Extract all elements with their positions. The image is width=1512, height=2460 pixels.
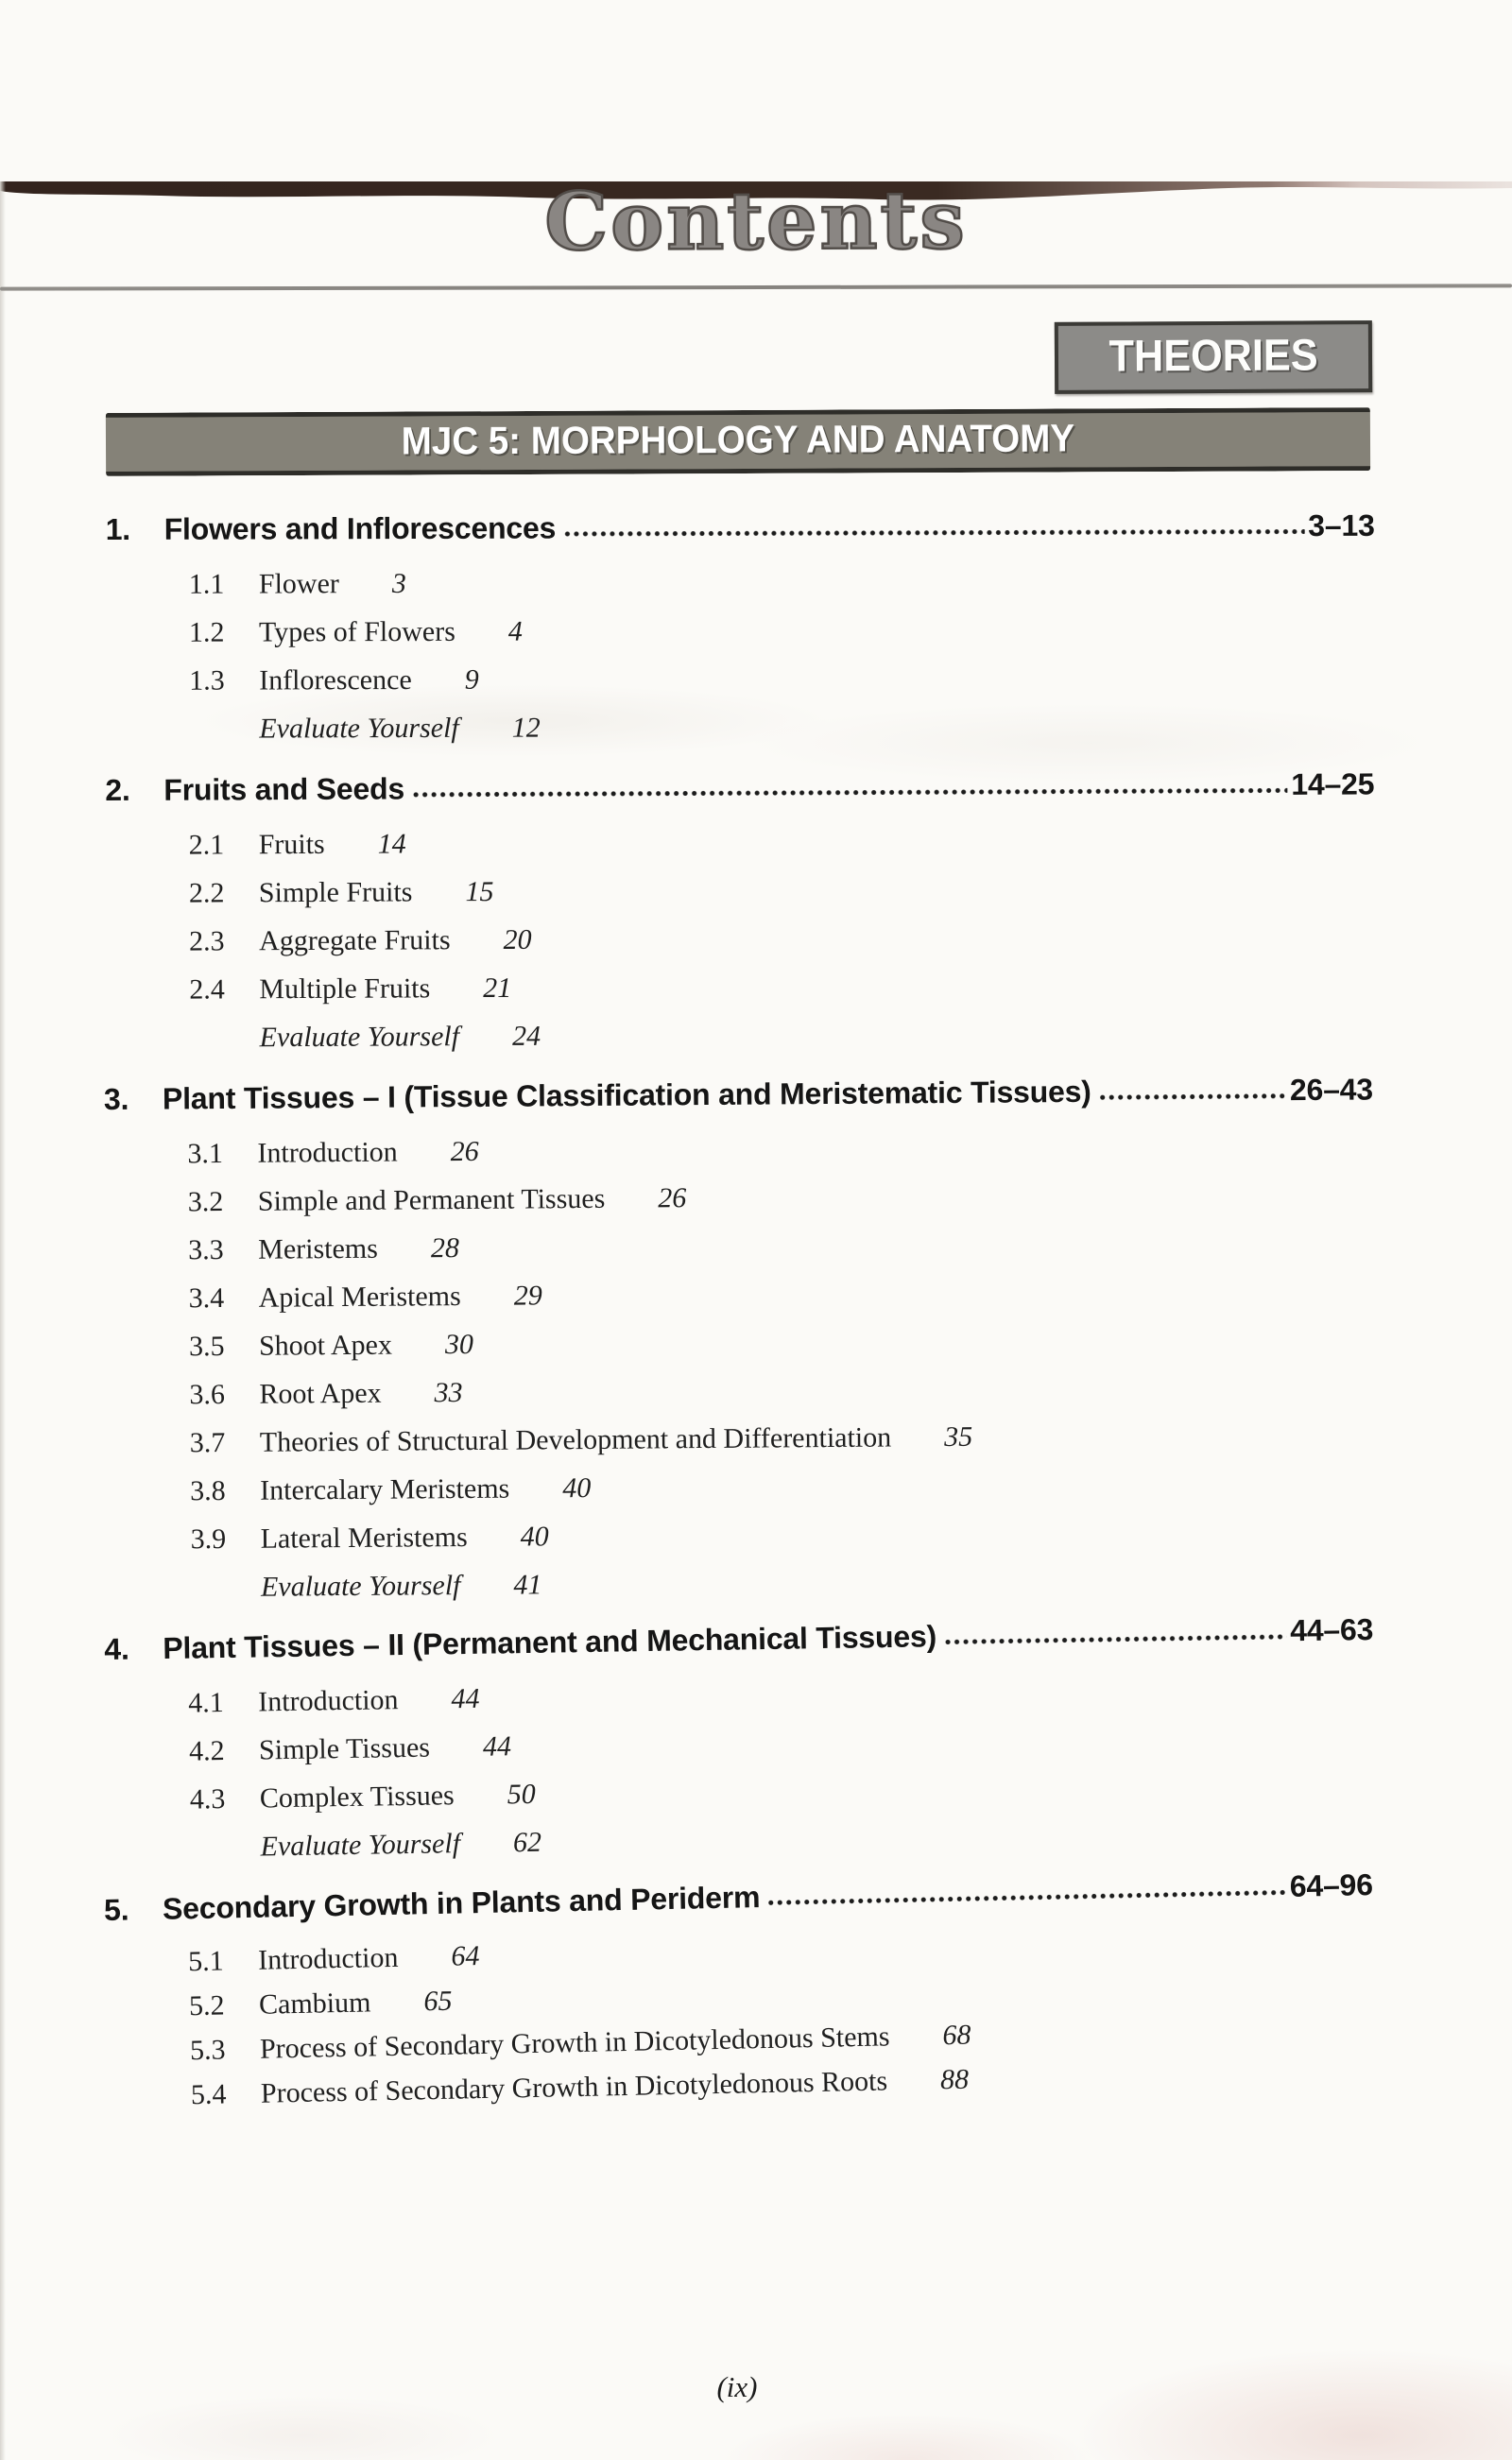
toc-subsection xyxy=(189,557,1375,609)
subsection-number: 2.3 xyxy=(189,917,259,965)
subsection-page: 41 xyxy=(513,1560,541,1608)
subsection-number: 3.9 xyxy=(190,1515,260,1564)
chapter-title: Plant Tissues – II (Permanent and Mechanical Tissues) xyxy=(163,1612,936,1672)
chapter-number: 4. xyxy=(104,1625,163,1673)
toc-subsection xyxy=(190,1007,1376,1061)
subsection-number xyxy=(191,1596,261,1597)
subsection-page: 30 xyxy=(445,1320,473,1368)
subsection-title: Apical Meristems xyxy=(258,1272,461,1322)
subsection-title: Simple and Permanent Tissues xyxy=(258,1175,606,1226)
toc-subsection xyxy=(189,701,1375,753)
subsection-page: 9 xyxy=(465,656,479,704)
subsection-page: 20 xyxy=(503,916,531,964)
subsection-page: 29 xyxy=(514,1271,542,1319)
subsection-page: 50 xyxy=(507,1770,536,1818)
chapter-page-range: 64–96 xyxy=(1289,1861,1373,1910)
subsection-title: Cambium xyxy=(259,1980,371,2026)
subsection-title: Inflorescence xyxy=(259,656,412,705)
subsection-page: 40 xyxy=(562,1464,591,1512)
toc-subsection xyxy=(189,959,1375,1013)
toc-subsection xyxy=(189,605,1375,657)
subsection-title: Intercalary Meristems xyxy=(260,1464,509,1514)
subsection-page: 44 xyxy=(483,1722,512,1770)
chapter-page-range: 44–63 xyxy=(1290,1606,1374,1654)
subsection-number: 2.4 xyxy=(189,965,259,1013)
subsection-title: Types of Flowers xyxy=(259,608,455,657)
subsection-page: 88 xyxy=(940,2056,970,2102)
subsection-title: Evaluate Yourself xyxy=(259,704,459,753)
subsection-number: 4.1 xyxy=(188,1677,259,1727)
subsection-number: 3.1 xyxy=(187,1129,257,1178)
subsection-number: 3.2 xyxy=(188,1178,258,1227)
subsection-number: 3.7 xyxy=(190,1419,260,1468)
subsection-title: Simple Fruits xyxy=(259,868,413,917)
subsection-number: 4.2 xyxy=(189,1726,260,1775)
subsection-page: 26 xyxy=(658,1174,686,1222)
section-banner-label: MJC 5: MORPHOLOGY AND ANATOMY xyxy=(402,417,1075,462)
toc-subsection xyxy=(189,815,1375,869)
dot-leader xyxy=(562,527,1304,538)
scanned-contents-page xyxy=(0,181,1512,2460)
subsection-page: 14 xyxy=(378,819,406,868)
subsection-title: Aggregate Fruits xyxy=(259,916,451,965)
divider-rule xyxy=(0,284,1512,290)
dot-leader xyxy=(766,1888,1286,1907)
chapter-number: 1. xyxy=(106,506,164,553)
chapter-number: 5. xyxy=(104,1885,163,1934)
subsection-title: Complex Tissues xyxy=(259,1771,455,1822)
subsection-number: 3.6 xyxy=(189,1370,259,1419)
subsection-number: 5.1 xyxy=(188,1938,259,1984)
table-of-contents xyxy=(106,506,1375,2119)
theories-badge-label: THEORIES xyxy=(1108,330,1317,380)
subsection-list xyxy=(105,1660,1377,1873)
subsection-title: Simple Tissues xyxy=(259,1723,431,1774)
subsection-number: 4.3 xyxy=(189,1774,260,1823)
badge-row xyxy=(0,321,1372,393)
subsection-title: Introduction xyxy=(258,1676,399,1726)
subsection-number: 2.2 xyxy=(189,869,259,917)
subsection-title: Flower xyxy=(259,559,339,608)
subsection-title: Multiple Fruits xyxy=(259,964,430,1013)
chapter-heading xyxy=(106,502,1375,553)
subsection-title: Evaluate Yourself xyxy=(261,1561,461,1611)
subsection-number: 1.3 xyxy=(189,656,259,704)
subsection-page: 33 xyxy=(434,1368,462,1417)
subsection-title: Shoot Apex xyxy=(259,1320,392,1369)
subsection-title: Theories of Structural Development and Differentiation xyxy=(260,1413,892,1466)
subsection-list xyxy=(104,1120,1377,1612)
subsection-page: 44 xyxy=(451,1675,480,1723)
subsection-list xyxy=(106,815,1376,1062)
subsection-title: Introduction xyxy=(257,1127,398,1177)
subsection-list xyxy=(106,557,1376,753)
subsection-title: Introduction xyxy=(258,1935,399,1983)
page-title: Contents xyxy=(0,179,1512,264)
dot-leader xyxy=(411,786,1287,800)
subsection-page: 4 xyxy=(508,607,523,655)
toc-subsection xyxy=(189,863,1375,917)
toc-subsection xyxy=(189,653,1375,705)
subsection-title: Fruits xyxy=(259,820,325,869)
subsection-title: Lateral Meristems xyxy=(260,1513,467,1563)
subsection-number: 1.1 xyxy=(189,559,259,608)
subsection-number: 1.2 xyxy=(189,608,259,656)
subsection-number: 3.3 xyxy=(188,1226,258,1275)
subsection-page: 28 xyxy=(431,1224,459,1272)
subsection-page: 40 xyxy=(521,1512,549,1560)
dot-leader xyxy=(1098,1092,1286,1102)
subsection-page: 35 xyxy=(944,1413,972,1461)
subsection-number xyxy=(191,1855,261,1856)
subsection-title: Evaluate Yourself xyxy=(260,1012,460,1061)
toc-subsection xyxy=(191,1554,1377,1611)
subsection-page: 21 xyxy=(483,964,511,1012)
toc-chapter xyxy=(105,760,1376,1062)
subsection-page: 24 xyxy=(512,1012,541,1060)
toc-chapter xyxy=(104,1606,1377,1873)
subsection-title: Process of Secondary Growth in Dicotyledonous Stems xyxy=(260,2014,890,2071)
subsection-number: 2.1 xyxy=(189,820,259,869)
subsection-number: 5.4 xyxy=(191,2072,262,2117)
subsection-title: Evaluate Yourself xyxy=(260,1819,460,1870)
subsection-title: Root Apex xyxy=(259,1368,382,1418)
subsection-page: 62 xyxy=(513,1818,542,1867)
chapter-page-range: 26–43 xyxy=(1290,1065,1373,1113)
chapter-number: 2. xyxy=(105,766,163,813)
subsection-number: 3.8 xyxy=(190,1467,260,1516)
subsection-number: 3.4 xyxy=(188,1274,258,1323)
toc-chapter xyxy=(106,502,1376,753)
dot-leader xyxy=(943,1632,1286,1646)
subsection-number: 3.5 xyxy=(189,1322,259,1371)
subsection-list xyxy=(105,1916,1378,2119)
chapter-heading xyxy=(104,1065,1373,1123)
subsection-page: 15 xyxy=(465,868,493,916)
toc-chapter xyxy=(104,1065,1377,1612)
subsection-title: Process of Secondary Growth in Dicotyledonous Roots xyxy=(260,2058,887,2115)
subsection-title: Meristems xyxy=(258,1225,378,1274)
subsection-page: 65 xyxy=(423,1978,453,2023)
chapter-heading xyxy=(105,760,1374,814)
chapter-title: Plant Tissues – I (Tissue Classification and Meristematic Tissues) xyxy=(163,1068,1091,1123)
page-number-footer: (ix) xyxy=(0,2370,1474,2404)
chapter-title: Secondary Growth in Plants and Periderm xyxy=(163,1873,761,1933)
subsection-page: 3 xyxy=(392,559,406,608)
scan-edge-left xyxy=(0,181,6,2460)
section-banner xyxy=(106,407,1370,476)
subsection-number: 5.2 xyxy=(189,1983,260,2028)
subsection-page: 26 xyxy=(451,1127,479,1176)
subsection-page: 12 xyxy=(512,703,541,751)
chapter-number: 3. xyxy=(104,1075,163,1122)
subsection-page: 64 xyxy=(451,1934,480,1979)
subsection-page: 68 xyxy=(942,2012,971,2057)
chapter-page-range: 3–13 xyxy=(1308,502,1375,549)
toc-chapter xyxy=(104,1861,1378,2119)
chapter-title: Flowers and Inflorescences xyxy=(164,504,557,552)
chapter-page-range: 14–25 xyxy=(1291,760,1374,807)
toc-subsection xyxy=(189,911,1375,965)
chapter-title: Fruits and Seeds xyxy=(163,765,404,813)
subsection-number: 5.3 xyxy=(190,2027,261,2073)
theories-badge xyxy=(1055,320,1373,393)
